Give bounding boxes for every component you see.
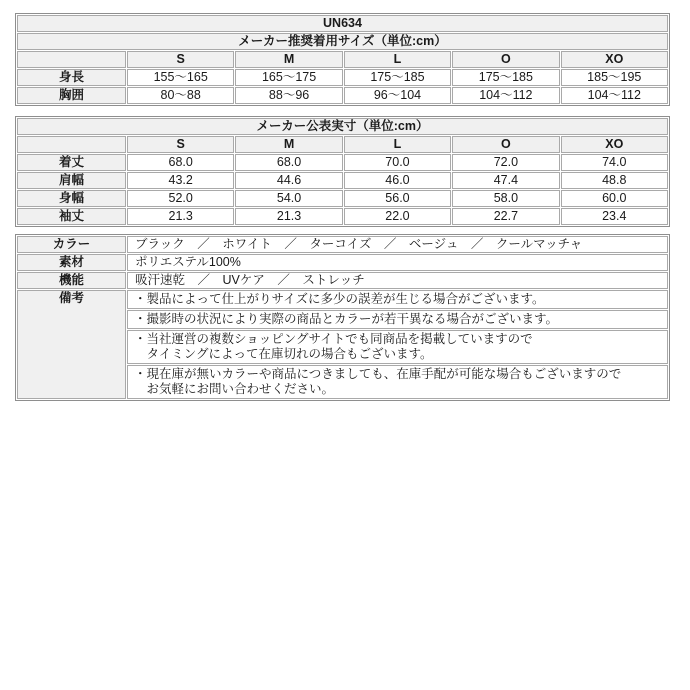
note-item — [127, 365, 668, 399]
size-value-cell: 58.0 — [452, 190, 559, 207]
size-col-header-m: M — [235, 51, 342, 68]
table-row — [17, 87, 668, 104]
size-value-cell: 52.0 — [127, 190, 234, 207]
size-col-header-l: L — [344, 51, 451, 68]
recommended-size-table — [15, 13, 670, 106]
note-item — [127, 330, 668, 364]
note-line: お気軽にお問い合わせください。 — [134, 382, 335, 396]
color-row — [17, 236, 668, 253]
size-value-cell: 54.0 — [235, 190, 342, 207]
size-value-cell: 96～104 — [344, 87, 451, 104]
row-label: 身幅 — [17, 190, 126, 207]
actual-title-row — [17, 118, 668, 135]
size-col-header-xo: XO — [561, 51, 668, 68]
size-value-cell: 88～96 — [235, 87, 342, 104]
size-col-header-o: O — [452, 136, 559, 153]
size-value-cell: 175～185 — [452, 69, 559, 86]
table-row — [17, 172, 668, 189]
note-item — [127, 310, 668, 329]
notes-label: 備考 — [17, 290, 126, 399]
corner-cell — [17, 51, 126, 68]
function-label: 機能 — [17, 272, 126, 289]
actual-size-body — [17, 154, 668, 225]
material-label: 素材 — [17, 254, 126, 271]
size-header-row — [17, 51, 668, 68]
product-code-row — [17, 15, 668, 32]
notes-row — [17, 290, 668, 309]
row-label: 袖丈 — [17, 208, 126, 225]
row-label: 胸囲 — [17, 87, 126, 104]
size-value-cell: 70.0 — [344, 154, 451, 171]
recommended-title-row — [17, 33, 668, 50]
size-value-cell: 165～175 — [235, 69, 342, 86]
material-value: ポリエステル100% — [127, 254, 668, 271]
note-item — [127, 290, 668, 309]
note-line: ・撮影時の状況により実際の商品とカラーが若干異なる場合がございます。 — [134, 312, 559, 326]
size-value-cell: 48.8 — [561, 172, 668, 189]
note-line: ・当社運営の複数ショッピングサイトでも同商品を掲載していますので — [134, 332, 533, 346]
row-label: 肩幅 — [17, 172, 126, 189]
table-row — [17, 69, 668, 86]
size-value-cell: 44.6 — [235, 172, 342, 189]
size-value-cell: 43.2 — [127, 172, 234, 189]
note-line: ・製品によって仕上がりサイズに多少の誤差が生じる場合がございます。 — [134, 292, 545, 306]
size-value-cell: 21.3 — [235, 208, 342, 225]
note-line: ・現在庫が無いカラーや商品につきましても、在庫手配が可能な場合もございますので — [134, 367, 622, 381]
table-row — [17, 190, 668, 207]
size-col-header-s: S — [127, 51, 234, 68]
product-code: UN634 — [17, 15, 668, 32]
size-value-cell: 23.4 — [561, 208, 668, 225]
size-value-cell: 22.7 — [452, 208, 559, 225]
size-col-header-xo: XO — [561, 136, 668, 153]
size-value-cell: 155～165 — [127, 69, 234, 86]
size-value-cell: 72.0 — [452, 154, 559, 171]
size-header-row — [17, 136, 668, 153]
size-value-cell: 21.3 — [127, 208, 234, 225]
note-line: タイミングによって在庫切れの場合もございます。 — [134, 347, 433, 361]
size-value-cell: 46.0 — [344, 172, 451, 189]
size-value-cell: 175～185 — [344, 69, 451, 86]
function-row — [17, 272, 668, 289]
recommended-size-title: メーカー推奨着用サイズ（単位:cm） — [17, 33, 668, 50]
row-label: 身長 — [17, 69, 126, 86]
size-col-header-l: L — [344, 136, 451, 153]
function-value: 吸汗速乾 ／ UVケア ／ ストレッチ — [127, 272, 668, 289]
color-label: カラー — [17, 236, 126, 253]
actual-size-title: メーカー公表実寸（単位:cm） — [17, 118, 668, 135]
size-value-cell: 185～195 — [561, 69, 668, 86]
row-label: 着丈 — [17, 154, 126, 171]
size-value-cell: 80～88 — [127, 87, 234, 104]
product-details-table — [15, 234, 670, 401]
table-row — [17, 154, 668, 171]
size-value-cell: 60.0 — [561, 190, 668, 207]
size-col-header-s: S — [127, 136, 234, 153]
size-value-cell: 56.0 — [344, 190, 451, 207]
size-value-cell: 22.0 — [344, 208, 451, 225]
recommended-size-body — [17, 69, 668, 104]
size-value-cell: 104～112 — [561, 87, 668, 104]
size-col-header-m: M — [235, 136, 342, 153]
size-col-header-o: O — [452, 51, 559, 68]
color-value: ブラック ／ ホワイト ／ ターコイズ ／ ベージュ ／ クールマッチャ — [127, 236, 668, 253]
size-value-cell: 47.4 — [452, 172, 559, 189]
size-value-cell: 68.0 — [127, 154, 234, 171]
size-value-cell: 68.0 — [235, 154, 342, 171]
actual-size-table — [15, 116, 670, 227]
material-row — [17, 254, 668, 271]
size-value-cell: 104～112 — [452, 87, 559, 104]
table-row — [17, 208, 668, 225]
corner-cell — [17, 136, 126, 153]
size-value-cell: 74.0 — [561, 154, 668, 171]
